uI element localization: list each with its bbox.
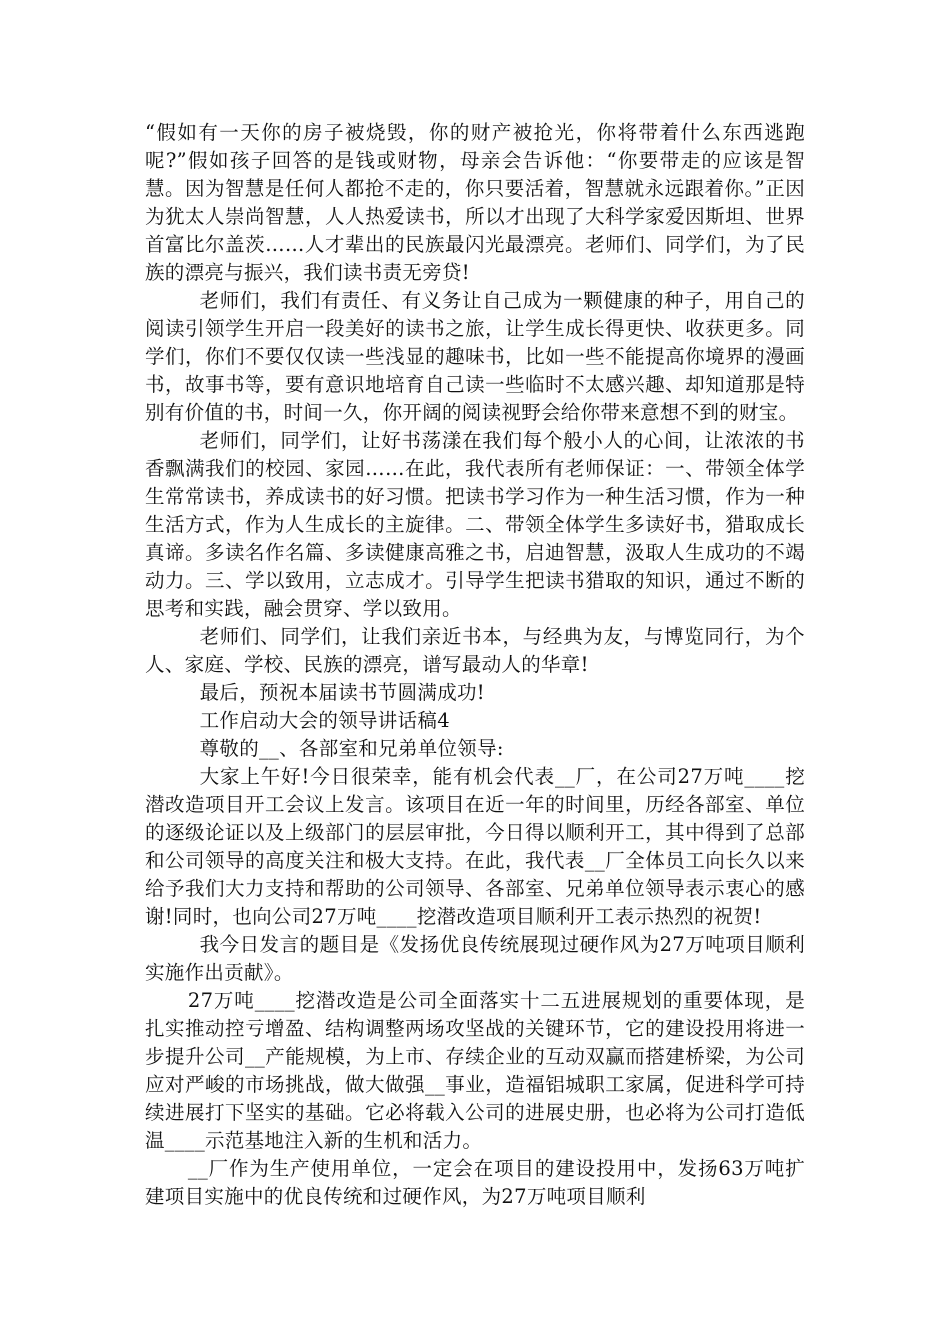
salutation: 尊敬的__、各部室和兄弟单位领导:: [199, 737, 504, 760]
paragraph-7: 我今日发言的题目是《发扬优良传统展现过硬作风为27万吨项目顺利实施作出贡献》。: [145, 933, 805, 984]
paragraph-1: “假如有一天你的房子被烧毁，你的财产被抢光，你将带着什么东西逃跑呢?”假如孩子回答的是钱或财物，母亲会告诉他：“你要带走的应该是智慧。因为智慧是任何人都抢不走的，你只要活着，智慧就永远跟着你。”正因为犹太人崇尚智慧，人人热爱读书，所以才出现了大科学家爱因斯坦、世界首富比尔盖茨……人才辈出的民族最闪光最漂亮。老师们、同学们，为了民族的漂亮与振兴，我们读书责无旁贷!: [145, 121, 805, 284]
section-heading: 工作启动大会的领导讲话稿4: [199, 709, 450, 732]
paragraph-4: 老师们、同学们，让我们亲近书本，与经典为友，与博览同行，为个人、家庭、学校、民族的漂亮，谱写最动人的华章!: [145, 625, 805, 676]
paragraph-2: 老师们，我们有责任、有义务让自己成为一颗健康的种子，用自己的阅读引领学生开启一段美好的读书之旅，让学生成长得更快、收获更多。同学们，你们不要仅仅读一些浅显的趣味书，比如一些不能提高你境界的漫画书，故事书等，要有意识地培育自己读一些临时不太感兴趣、却知道那是特别有价值的书，时间一久，你开阔的阅读视野会给你带来意想不到的财宝。: [145, 289, 805, 424]
paragraph-8: 27万吨____挖潜改造是公司全面落实十二五进展规划的重要体现，是扎实推动控亏增盈、结构调整两场攻坚战的关键环节，它的建设投用将进一步提升公司__产能规模，为上市、存续企业的互动双赢而搭建桥梁，为公司应对严峻的市场挑战，做大做强__事业，造福铝城职工家属，促进科学可持续进展打下坚实的基础。它必将载入公司的进展史册，也必将为公司打造低温____示范基地注入新的生机和活力。: [145, 989, 805, 1152]
paragraph-6: 大家上午好!今日很荣幸，能有机会代表__厂，在公司27万吨____挖潜改造项目开工会议上发言。该项目在近一年的时间里，历经各部室、单位的逐级论证以及上级部门的层层审批，今日得以顺利开工，其中得到了总部和公司领导的高度关注和极大支持。在此，我代表__厂全体员工向长久以来给予我们大力支持和帮助的公司领导、各部室、兄弟单位领导表示衷心的感谢!同时，也向公司27万吨____挖潜改造项目顺利开工表示热烈的祝贺!: [145, 765, 805, 928]
paragraph-9: __厂作为生产使用单位，一定会在项目的建设投用中，发扬63万吨扩建项目实施中的优良传统和过硬作风，为27万吨项目顺利: [145, 1157, 805, 1208]
paragraph-3: 老师们，同学们，让好书荡漾在我们每个般小人的心间，让浓浓的书香飘满我们的校园、家园……在此，我代表所有老师保证：一、带领全体学生常常读书，养成读书的好习惯。把读书学习作为一种生活习惯，作为一种生活方式，作为人生成长的主旋律。二、带领全体学生多读好书，猎取成长真谛。多读名作名篇、多读健康高雅之书，启迪智慧，汲取人生成功的不竭动力。三、学以致用，立志成才。引导学生把读书猎取的知识，通过不断的思考和实践，融会贯穿、学以致用。: [145, 429, 805, 620]
paragraph-5: 最后，预祝本届读书节圆满成功!: [199, 681, 485, 704]
document-body: [145, 119, 805, 1211]
